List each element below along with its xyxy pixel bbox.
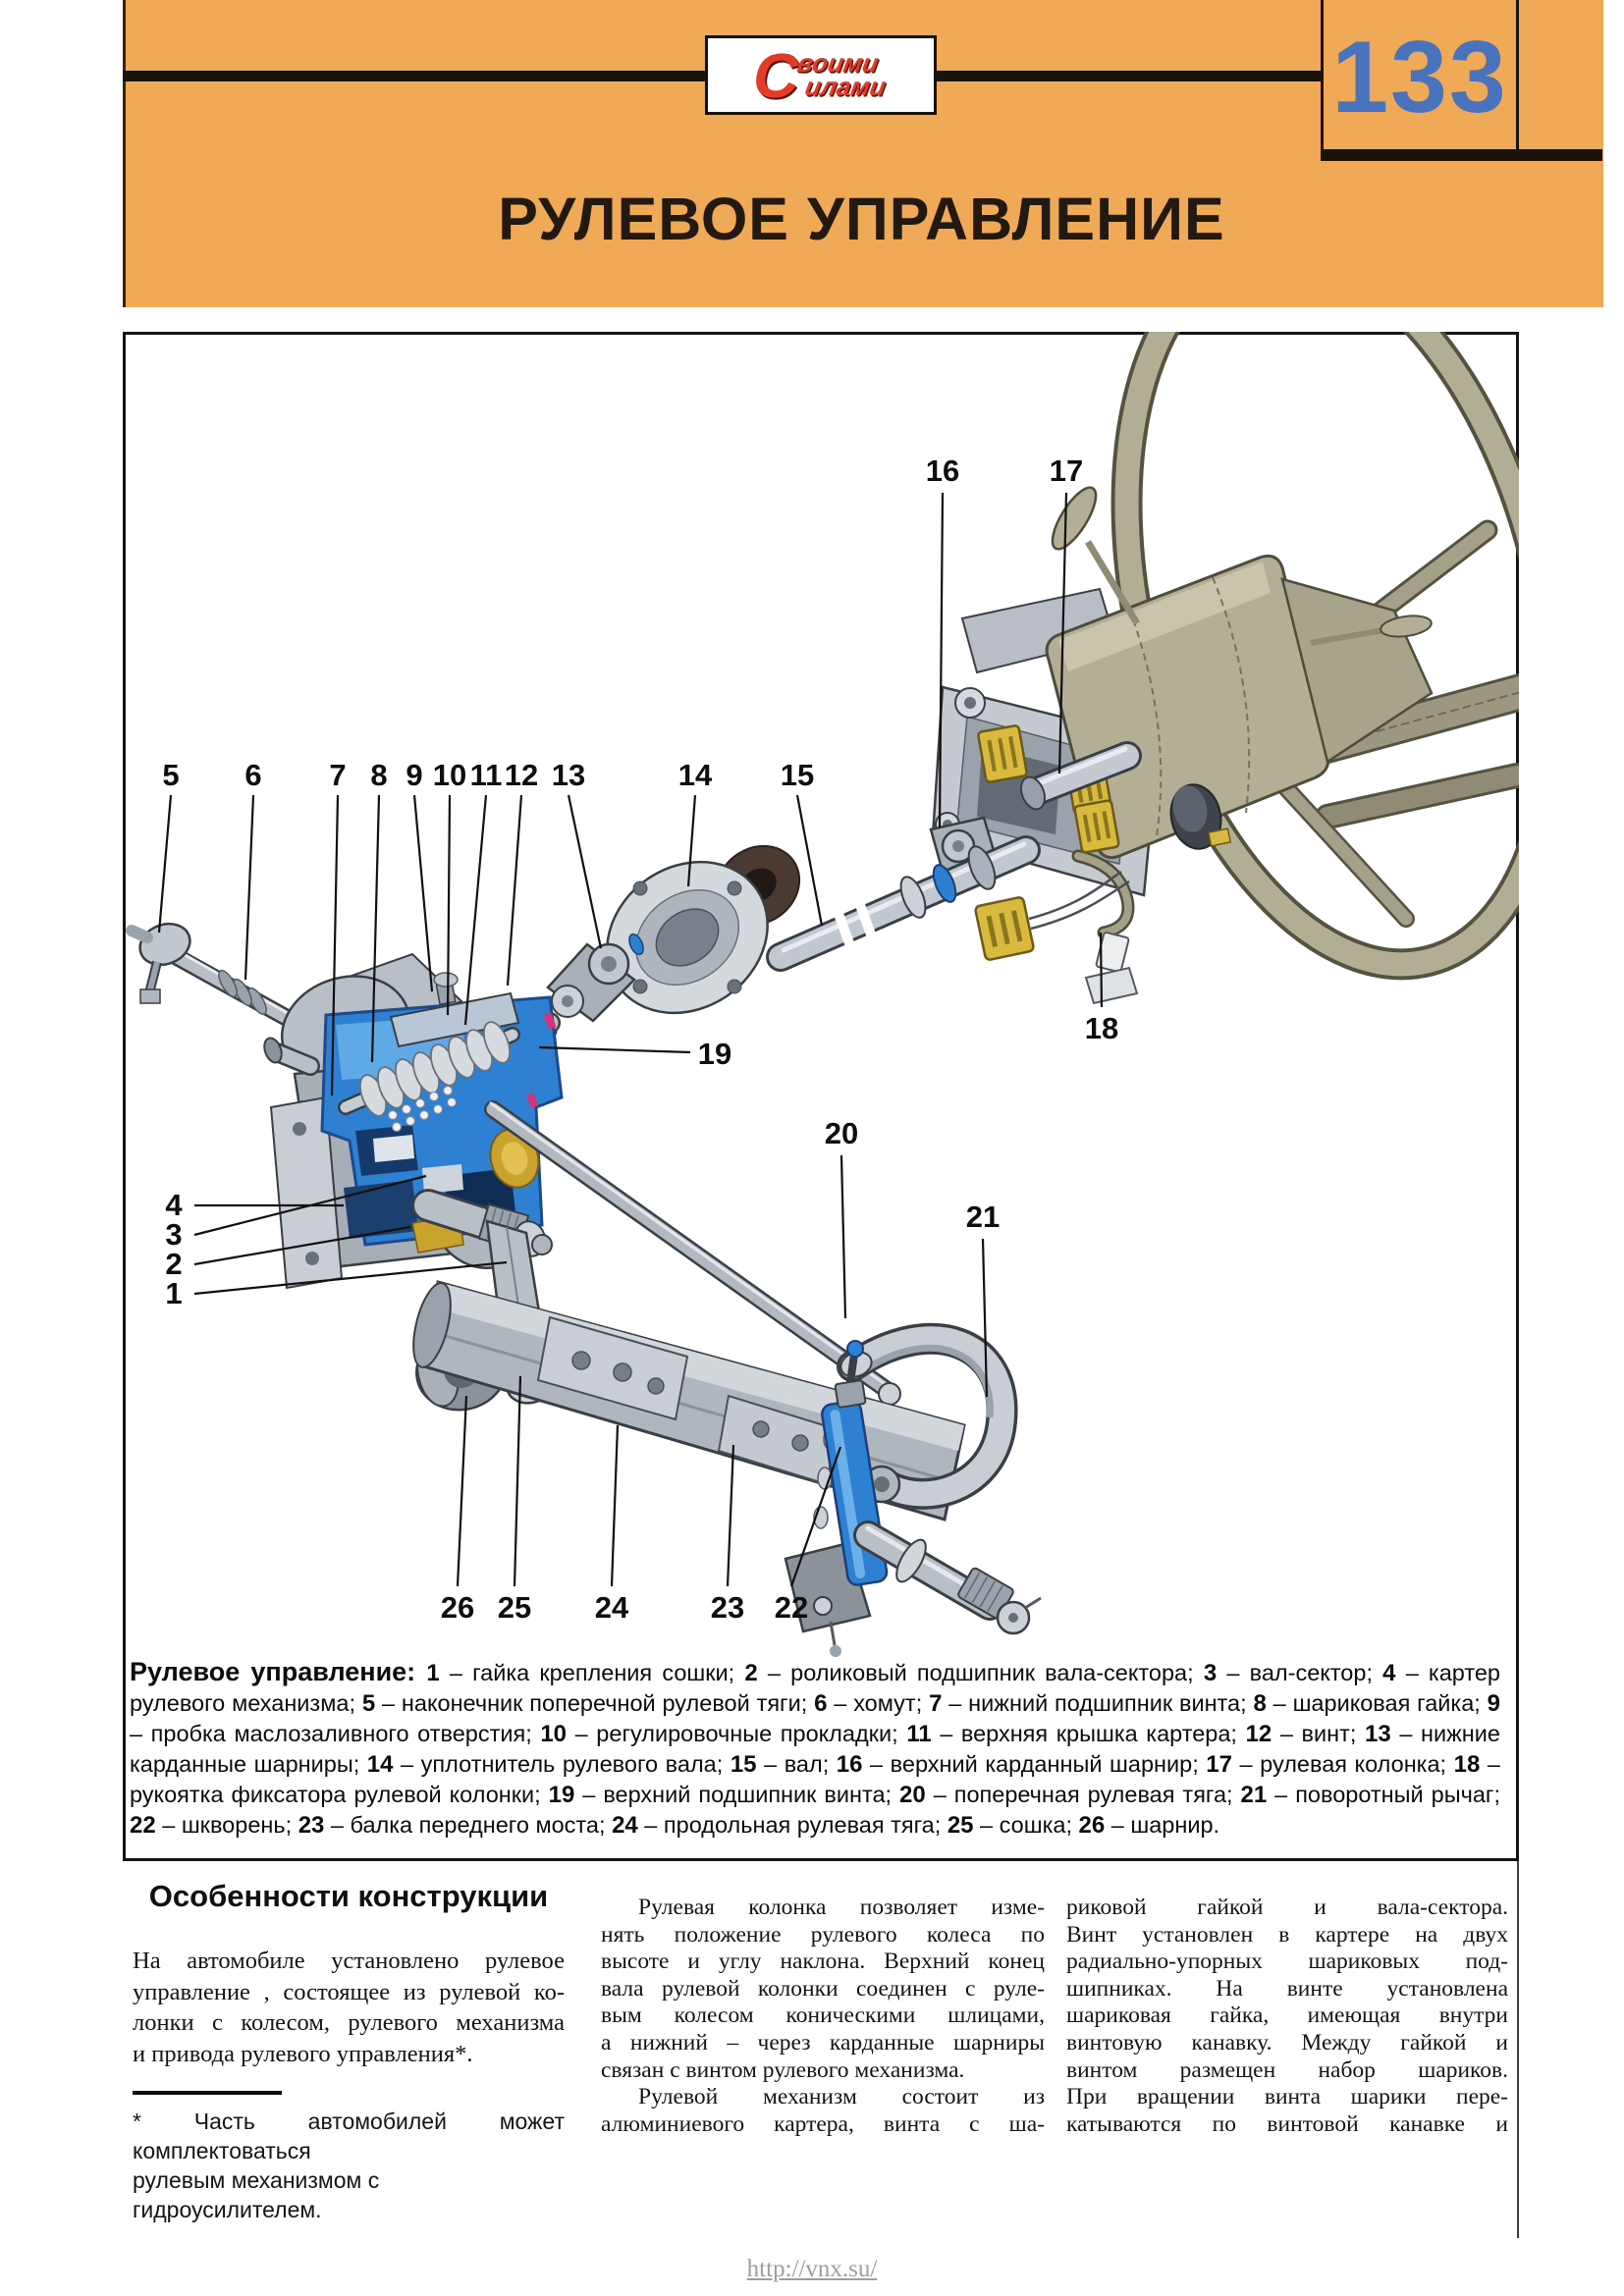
footnote bbox=[133, 2107, 565, 2224]
text-line: лонки с колесом, рулевого механизма bbox=[133, 2009, 565, 2036]
callout-label-24: 24 bbox=[594, 1590, 629, 1625]
logo-word-1: воими bbox=[794, 47, 882, 78]
callout-label-8: 8 bbox=[370, 758, 388, 792]
source-link[interactable]: http://vnx.su/ bbox=[746, 2256, 878, 2282]
callout-label-26: 26 bbox=[440, 1590, 475, 1625]
header-rule-right bbox=[937, 71, 1321, 81]
callout-label-1: 1 bbox=[165, 1276, 183, 1310]
callout-label-4: 4 bbox=[165, 1188, 183, 1222]
stub-axle bbox=[868, 1528, 1041, 1633]
callout-label-20: 20 bbox=[824, 1116, 859, 1150]
callout-label-9: 9 bbox=[406, 758, 423, 792]
text-line: На автомобиле установлено рулевое bbox=[133, 1948, 565, 1974]
callout-label-12: 12 bbox=[504, 758, 539, 792]
footnote-rule bbox=[133, 2091, 282, 2095]
text-line: а нижний – через карданные шарниры bbox=[601, 2029, 1045, 2056]
text-line: Рулевая колонка позволяет изме- bbox=[638, 1895, 1045, 1920]
body-column-1 bbox=[133, 1879, 565, 2224]
text-line: управление , состоящее из рулевой ко- bbox=[133, 1978, 565, 2005]
text-line: вым колесом коническими шлицами, bbox=[601, 2002, 1045, 2029]
header-rule-left bbox=[123, 71, 705, 81]
caption-title: Рулевое управление: bbox=[130, 1657, 427, 1686]
text-line: * Часть автомобилей может комплектоваться bbox=[133, 2109, 565, 2163]
callout-label-16: 16 bbox=[925, 454, 960, 488]
page-number: 133 bbox=[1331, 21, 1508, 134]
callout-label-6: 6 bbox=[244, 758, 262, 792]
page-number-box-right-line bbox=[1516, 0, 1519, 160]
callout-label-25: 25 bbox=[497, 1590, 532, 1625]
text-line: Винт установлен в картере на двух bbox=[1066, 1921, 1508, 1948]
text-line: высоте и углу наклона. Верхний конец bbox=[601, 1949, 1045, 1975]
text-line: шариковая гайка, имеющая внутри bbox=[1066, 2002, 1508, 2029]
text-line: и привода рулевого управления*. bbox=[133, 2040, 473, 2067]
text-line: Рулевой механизм состоит из bbox=[638, 2084, 1045, 2110]
text-line: винтовую канавку. Между гайкой и bbox=[1066, 2029, 1508, 2056]
body-column-2 bbox=[601, 1895, 1045, 2138]
callout-label-22: 22 bbox=[774, 1590, 809, 1625]
text-line: радиально-упорных шариковых под- bbox=[1066, 1949, 1508, 1975]
text-line: нять положение рулевого колеса по bbox=[601, 1921, 1045, 1948]
callout-label-14: 14 bbox=[677, 758, 713, 792]
text-line: шипниках. На винте установлена bbox=[1066, 1975, 1508, 2002]
publisher-logo-text bbox=[747, 39, 893, 111]
publisher-logo bbox=[705, 35, 937, 115]
column-1-paragraph bbox=[133, 1946, 565, 2069]
callout-label-15: 15 bbox=[780, 758, 815, 792]
callout-label-5: 5 bbox=[162, 758, 180, 792]
callout-label-21: 21 bbox=[965, 1200, 1001, 1234]
logo-word-2: илами bbox=[802, 71, 889, 101]
footer bbox=[0, 2256, 1624, 2283]
callout-label-3: 3 bbox=[165, 1217, 183, 1252]
callout-label-10: 10 bbox=[432, 758, 467, 792]
callout-label-11: 11 bbox=[469, 758, 503, 792]
text-line: катываются по винтовой канавке и bbox=[1066, 2110, 1508, 2137]
text-line: При вращении винта шарики пере- bbox=[1066, 2084, 1508, 2110]
callout-label-17: 17 bbox=[1049, 454, 1084, 488]
text-line: вала рулевой колонки соединен с руле- bbox=[601, 1975, 1045, 2002]
callout-label-18: 18 bbox=[1084, 1011, 1119, 1045]
text-line: связан с винтом рулевого механизма. bbox=[601, 2056, 965, 2083]
callout-label-7: 7 bbox=[329, 758, 347, 792]
text-line: риковой гайкой и вала-сектора. bbox=[1066, 1895, 1508, 1920]
figure-caption: Рулевое управление: 1 – гайка крепления сошки; 2 – роликовый подшипник вала-сектора; 3 – вал-сектор; 4 – картер рулевого механизма; 5 – наконечник поперечной рулевой тяги; 6 – хомут; 7 – нижний подшипник винта; 8 – шариковая гайка; 9 – пробка маслозаливного отверстия; 10 – регулировочные прокладки; 11 – верхняя крышка картера; 12 – винт; 13 – нижние карданные шарниры; 14 – уплотнитель рулевого вала; 15 – вал; 16 – верхний карданный шарнир; 17 – рулевая колонка; 18 – рукоятка фиксатора рулевой колонки; 19 – верхний подшипник винта; 20 – поперечная рулевая тяга; 21 – поворотный рычаг; 22 – шкворень; 23 – балка переднего моста; 24 – продольная рулевая тяга; 25 – сошка; 26 – шарнир. bbox=[130, 1657, 1500, 1839]
logo-big-letter: С bbox=[747, 39, 806, 111]
body-column-3 bbox=[1066, 1895, 1508, 2138]
callout-label-2: 2 bbox=[165, 1247, 183, 1281]
text-line: алюминиевого картера, винта с ша- bbox=[601, 2110, 1045, 2137]
page-right-border-line bbox=[1517, 1861, 1519, 2238]
text-line: рулевым механизмом с гидроусилителем. bbox=[133, 2167, 380, 2222]
callout-label-19: 19 bbox=[697, 1037, 732, 1071]
text-line: винтом размещен набор шариков. bbox=[1066, 2056, 1508, 2083]
callout-label-13: 13 bbox=[551, 758, 586, 792]
section-heading: Особенности конструкции bbox=[148, 1879, 549, 1913]
callout-label-23: 23 bbox=[710, 1590, 745, 1625]
steering-diagram-illustration bbox=[123, 332, 1519, 1861]
shaft-seal-ring bbox=[577, 830, 815, 1044]
page-title: РУЛЕВОЕ УПРАВЛЕНИЕ bbox=[498, 186, 1225, 252]
